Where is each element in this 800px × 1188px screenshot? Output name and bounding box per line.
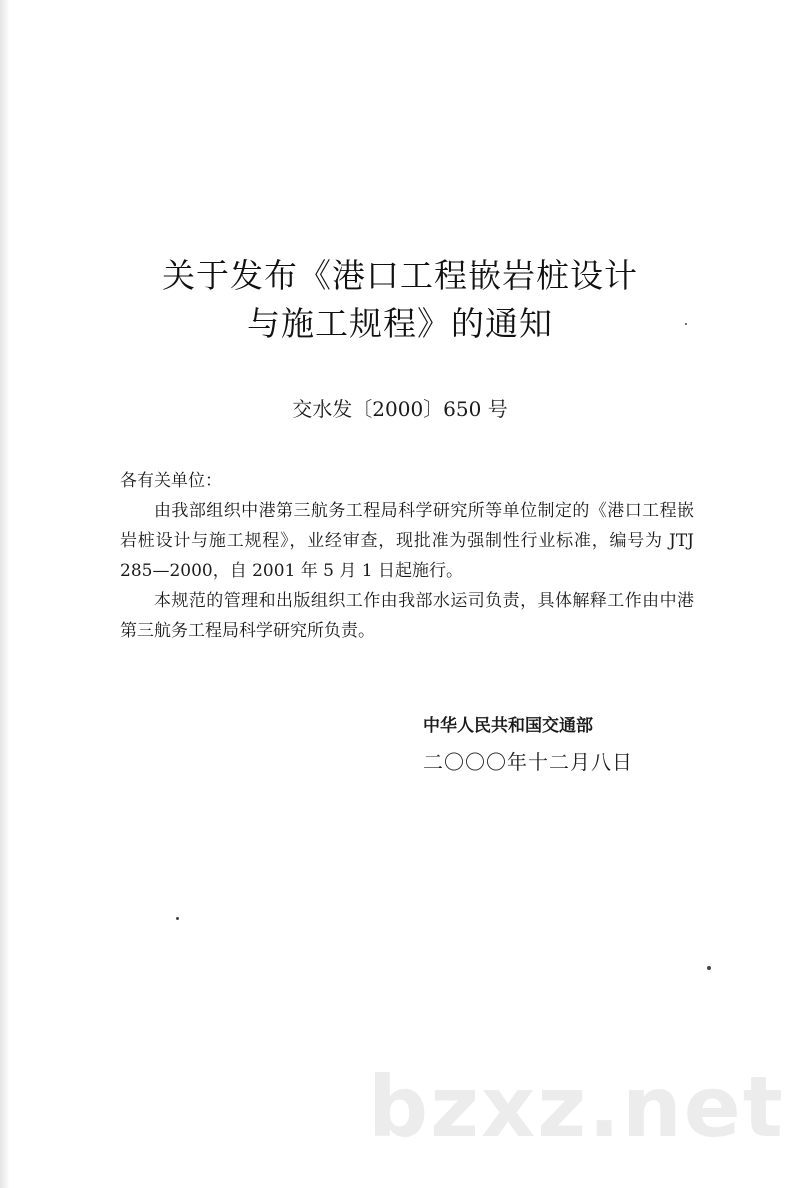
notice-title-line-2: 与施工规程》的通知 [247,304,553,343]
notice-title-line-1: 关于发布《港口工程嵌岩桩设计 [162,256,638,295]
watermark-text: bzxz.net [368,1058,785,1156]
scan-speck [685,323,687,325]
notice-body [120,466,694,646]
issue-date: 二〇〇〇年十二月八日 [423,750,633,774]
scan-speck [176,917,179,920]
scan-speck [707,966,711,970]
paragraph-management: 本规范的管理和出版组织工作由我部水运司负责，具体解释工作由中港第三航务工程局科学研究所负责。 [120,591,694,641]
page-edge-shadow [0,0,10,1188]
salutation: 各有关单位： [120,471,222,491]
paragraph-approval: 由我部组织中港第三航务工程局科学研究所等单位制定的《港口工程嵌岩桩设计与施工规程》，业经审查，现批准为强制性行业标准，编号为 JTJ 285—2000，自 2001 年 5 月 1 日起施行。 [120,501,694,581]
signature-block [423,708,633,780]
document-number: 交水发〔2000〕650 号 [292,397,508,421]
issuing-organization: 中华人民共和国交通部 [423,716,593,736]
